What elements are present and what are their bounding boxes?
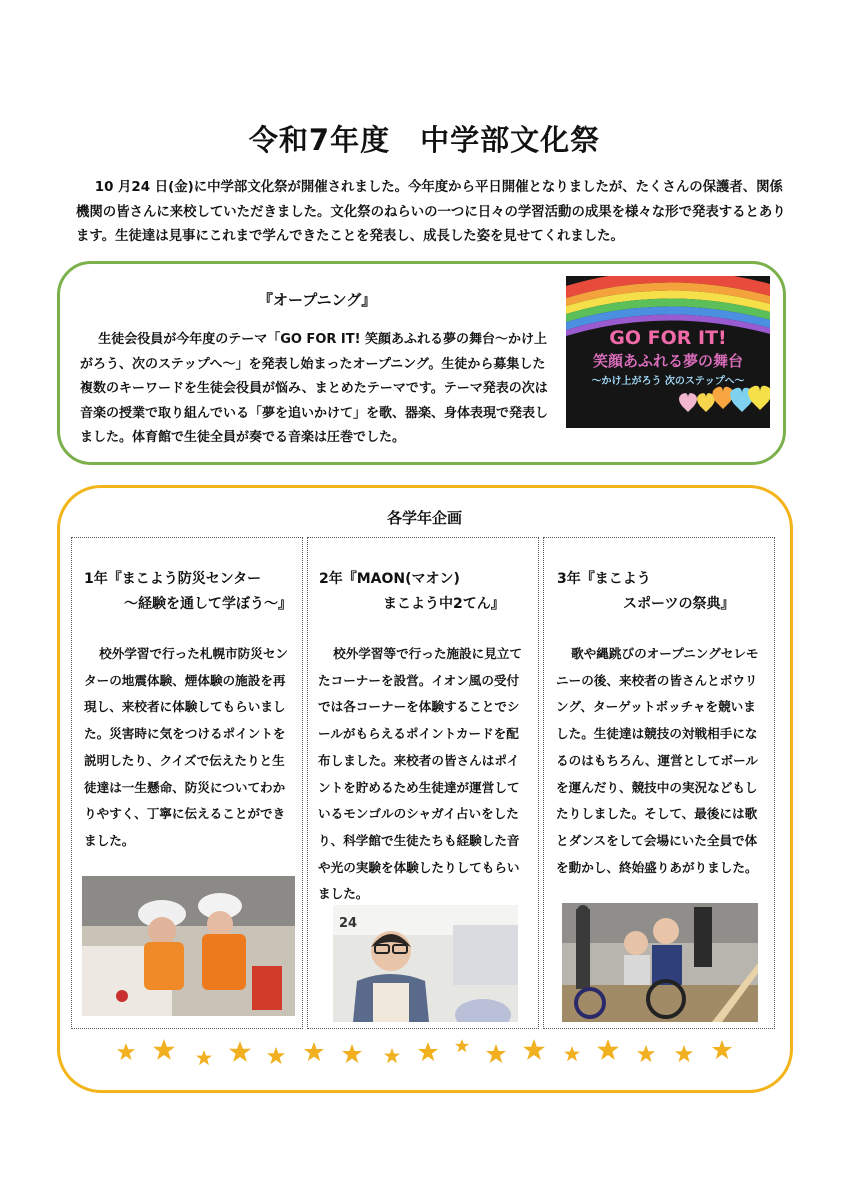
grade3-text: 歌や縄跳びのオープニングセレモニーの後、来校者の皆さんとボウリング、ターゲットボッチャを競いました。生徒達は競技の対戦相手になるのはもちろん、運営としてボールを運んだり、競技中の実況などもしたりしました。そして、最後には歌とダンスをして会場にいた全員で体を動かし、終始盛りあがりました。 xyxy=(556,646,759,875)
star-icon xyxy=(384,1048,400,1063)
star-icon xyxy=(564,1046,580,1061)
grade1-body xyxy=(84,641,294,855)
banner-line3: ～かけ上がろう 次のステップへ～ xyxy=(591,376,745,387)
star-icon xyxy=(342,1044,362,1063)
grade1-photo xyxy=(82,876,295,1016)
star-icon xyxy=(418,1042,438,1061)
star-icon xyxy=(486,1044,506,1063)
star-icon xyxy=(304,1042,324,1061)
grade3-photo xyxy=(562,903,758,1022)
star-icon xyxy=(153,1039,175,1060)
grade1-title xyxy=(84,567,292,617)
star-icon xyxy=(117,1043,135,1060)
banner-line1: GO FOR IT! xyxy=(609,327,727,349)
grade3-title xyxy=(557,567,734,617)
grade2-title xyxy=(319,567,505,617)
banner-line2: 笑顔あふれる夢の舞台 xyxy=(592,352,744,370)
opening-banner-photo xyxy=(566,276,770,428)
grade2-photo xyxy=(333,905,518,1022)
photo-room-number: 24 xyxy=(339,916,358,931)
star-icon xyxy=(637,1045,655,1062)
grade3-body xyxy=(556,641,768,881)
opening-text: 生徒会役員が今年度のテーマ「GO FOR IT! 笑顔あふれる夢の舞台～かけ上がろう、次のステップへ～」を発表し始まったオープニング。生徒から募集した複数のキーワードを生徒会役員が悩み、まとめたテーマです。テーマ発表の次は音楽の授業で取り組んでいる「夢を追いかけて」を歌、器楽、身体表現で発表しました。体育館で生徒全員が奏でる音楽は圧巻でした。 xyxy=(80,332,549,445)
opening-body xyxy=(80,328,558,451)
star-icon xyxy=(597,1039,619,1060)
star-decoration xyxy=(112,1034,742,1074)
star-icon xyxy=(229,1041,251,1062)
grades-heading: 各学年企画 xyxy=(386,509,462,527)
intro-section xyxy=(76,176,796,250)
star-icon xyxy=(455,1039,469,1052)
grade2-title-line1: 2年『MAON(マオン) xyxy=(319,571,460,587)
grade2-text: 校外学習等で行った施設に見立てたコーナーを設営。イオン風の受付では各コーナーを体験することでシールがもらえるポイントカードを配布しました。来校者の皆さんはポイントを貯めるため生徒達が運営しているモンゴルのシャガイ占いをしたり、科学館で生徒たちも経験した音や光の実験を体験したりしてもらいました。 xyxy=(318,646,523,902)
grade2-title-line2: まこよう中2てん』 xyxy=(383,596,505,612)
opening-heading: 『オープニング』 xyxy=(258,291,377,309)
grade3-title-line2: スポーツの祭典』 xyxy=(623,596,735,612)
star-icon xyxy=(523,1039,545,1060)
star-icon xyxy=(196,1050,212,1065)
grade1-title-line2: ～経験を通して学ぼう～』 xyxy=(124,596,292,612)
grade2-body xyxy=(318,641,530,908)
page-title: 令和7年度 中学部文化祭 xyxy=(248,123,601,157)
star-icon xyxy=(267,1047,285,1064)
grade1-title-line1: 1年『まこよう防災センター xyxy=(84,571,262,587)
banner-illustration xyxy=(566,276,770,428)
grade1-text: 校外学習で行った札幌市防災センターの地震体験、煙体験の施設を再現し、来校者に体験してもらいました。災害時に気をつけるポイントを説明したり、クイズで伝えたりと生徒達は一生懸命、防災についてわかりやすく、丁寧に伝えることができました。 xyxy=(84,646,289,848)
star-icon xyxy=(712,1040,732,1059)
intro-text: 10 月24 日(金)に中学部文化祭が開催されました。今年度から平日開催となりましたが、たくさんの保護者、関係機関の皆さんに来校していただきました。文化祭のねらいの一つに日々の学習活動の成果を様々な形で発表するとあります。生徒達は見事にこれまで学んできたことを発表し、成長した姿を見せてくれました。 xyxy=(76,180,786,244)
grade3-title-line1: 3年『まこよう xyxy=(557,571,651,587)
star-icon xyxy=(675,1045,693,1062)
